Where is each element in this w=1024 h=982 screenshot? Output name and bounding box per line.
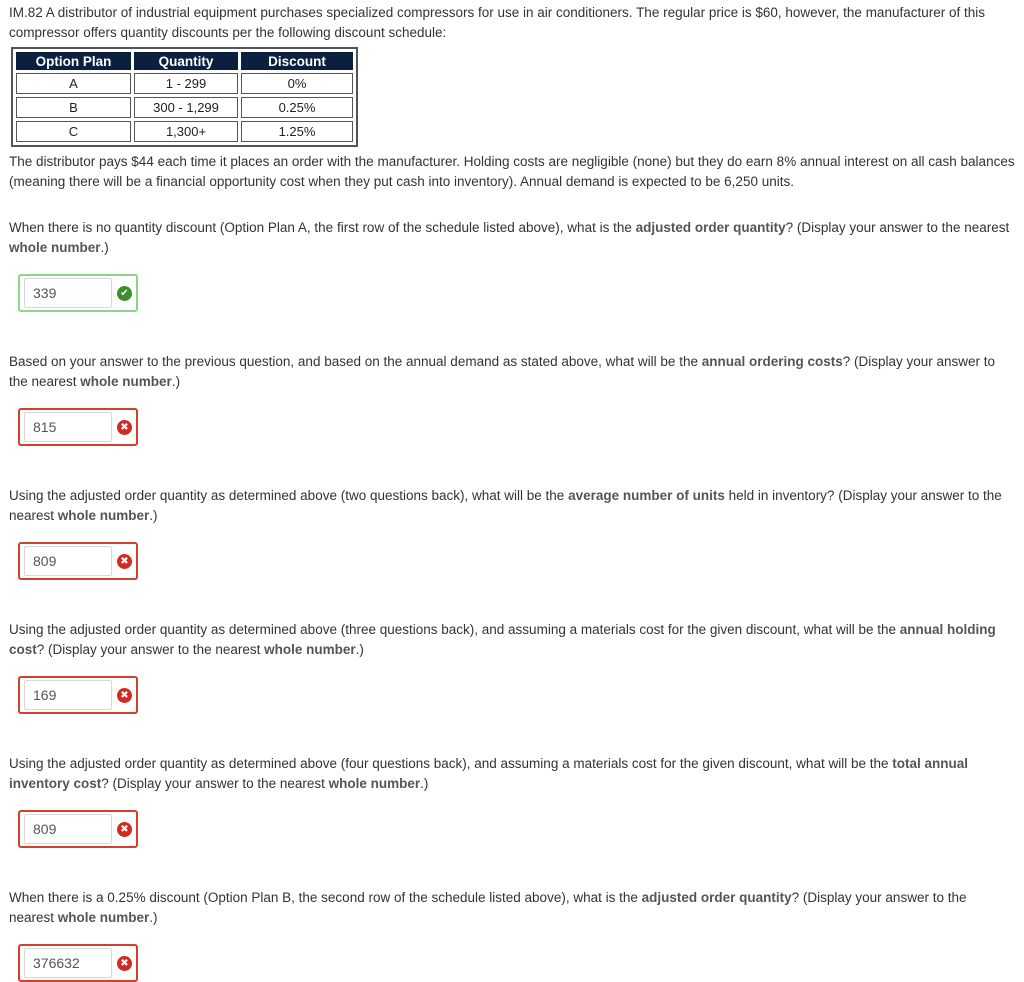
header-discount: Discount <box>241 52 353 70</box>
question-text-part: .) <box>355 642 364 657</box>
question-block <box>9 754 1015 848</box>
question-block <box>9 352 1015 446</box>
discount-schedule-table <box>11 47 358 147</box>
x-circle-icon: ✖ <box>117 420 132 435</box>
x-circle-icon: ✖ <box>117 822 132 837</box>
answer-box <box>18 542 138 580</box>
table-row <box>16 97 353 118</box>
question-text-part: When there is no quantity discount (Option Plan A, the first row of the schedule listed above), what is the <box>9 220 636 235</box>
cell-quantity: 300 - 1,299 <box>134 97 238 118</box>
question-block <box>9 218 1015 312</box>
cell-plan: A <box>16 73 131 94</box>
question-text <box>9 888 1015 928</box>
question-emphasis: total annual inventory cost <box>9 756 969 791</box>
question-emphasis: average number of units <box>568 488 725 503</box>
question-text <box>9 754 1015 794</box>
answer-box <box>18 676 138 714</box>
question-text-part: ? (Display your answer to the nearest <box>9 890 967 925</box>
question-emphasis: whole number <box>57 508 150 523</box>
question-emphasis: whole number <box>264 642 356 657</box>
question-text-part: .) <box>149 910 158 925</box>
answer-input[interactable] <box>24 278 112 308</box>
cell-plan: B <box>16 97 131 118</box>
question-text <box>9 352 1015 392</box>
answer-input[interactable] <box>24 814 112 844</box>
question-text-part: When there is a 0.25% discount (Option Plan B, the second row of the schedule listed above), what is the <box>9 890 642 905</box>
question-emphasis: annual holding cost <box>9 622 996 657</box>
question-block <box>9 620 1015 714</box>
problem-details: The distributor pays $44 each time it places an order with the manufacturer. Holding costs are negligible (none) but they do earn 8% annual interest on all cash balances (meaning there will be a financial opportunity cost when they put cash into inventory). Annual demand is expected to be 6,250 units. <box>9 154 1015 189</box>
question-text-part: ? (Display your answer to the nearest <box>36 642 265 657</box>
check-circle-icon: ✔ <box>117 286 132 301</box>
header-quantity: Quantity <box>134 52 238 70</box>
question-text-part: Based on your answer to the previous question, and based on the annual demand as stated above, what will be the <box>9 354 702 369</box>
x-circle-icon: ✖ <box>117 956 132 971</box>
question-text <box>9 486 1015 526</box>
question-text <box>9 218 1015 258</box>
cell-discount: 1.25% <box>241 121 353 142</box>
table-header-row <box>16 52 353 70</box>
question-text <box>9 620 1015 660</box>
cell-quantity: 1,300+ <box>134 121 238 142</box>
answer-box <box>18 408 138 446</box>
cell-discount: 0.25% <box>241 97 353 118</box>
question-emphasis: annual ordering costs <box>701 354 843 369</box>
answer-box <box>18 274 138 312</box>
question-list <box>9 218 1015 982</box>
question-text-part: Using the adjusted order quantity as determined above (two questions back), what will be the <box>9 488 569 503</box>
question-emphasis: adjusted order quantity <box>641 890 792 905</box>
question-emphasis: whole number <box>80 374 172 389</box>
x-circle-icon: ✖ <box>117 688 132 703</box>
question-block <box>9 888 1015 982</box>
question-emphasis: whole number <box>9 240 101 255</box>
question-emphasis: whole number <box>57 910 150 925</box>
answer-input[interactable] <box>24 948 112 978</box>
question-text-part: Using the adjusted order quantity as determined above (four questions back), and assuming a materials cost for the given discount, what will be the <box>9 756 893 771</box>
question-text-part: ? (Display your answer to the nearest <box>785 220 1010 235</box>
table-row <box>16 121 353 142</box>
question-text-part: Using the adjusted order quantity as determined above (three questions back), and assuming a materials cost for the given discount, what will be the <box>9 622 900 637</box>
question-text-part: .) <box>171 374 181 389</box>
question-emphasis: adjusted order quantity <box>635 220 786 235</box>
header-option-plan: Option Plan <box>16 52 131 70</box>
question-block <box>9 486 1015 580</box>
question-text-part: .) <box>149 508 158 523</box>
problem-intro: IM.82 A distributor of industrial equipment purchases specialized compressors for use in air conditioners. The regular price is $60, however, the manufacturer of this compressor offers quantity discounts per the following discount schedule: <box>9 5 985 40</box>
x-circle-icon: ✖ <box>117 554 132 569</box>
answer-box <box>18 810 138 848</box>
answer-input[interactable] <box>24 412 112 442</box>
answer-input[interactable] <box>24 546 112 576</box>
cell-quantity: 1 - 299 <box>134 73 238 94</box>
table-row <box>16 73 353 94</box>
answer-input[interactable] <box>24 680 112 710</box>
question-text-part: ? (Display your answer to the nearest <box>101 776 329 791</box>
question-emphasis: whole number <box>328 776 421 791</box>
question-text-part: .) <box>420 776 429 791</box>
answer-box <box>18 944 138 982</box>
question-text-part: .) <box>100 240 109 255</box>
cell-plan: C <box>16 121 131 142</box>
question-text-part: held in inventory? (Display your answer to the nearest <box>9 488 1002 523</box>
question-text-part: ? (Display your answer to the nearest <box>9 354 996 389</box>
cell-discount: 0% <box>241 73 353 94</box>
